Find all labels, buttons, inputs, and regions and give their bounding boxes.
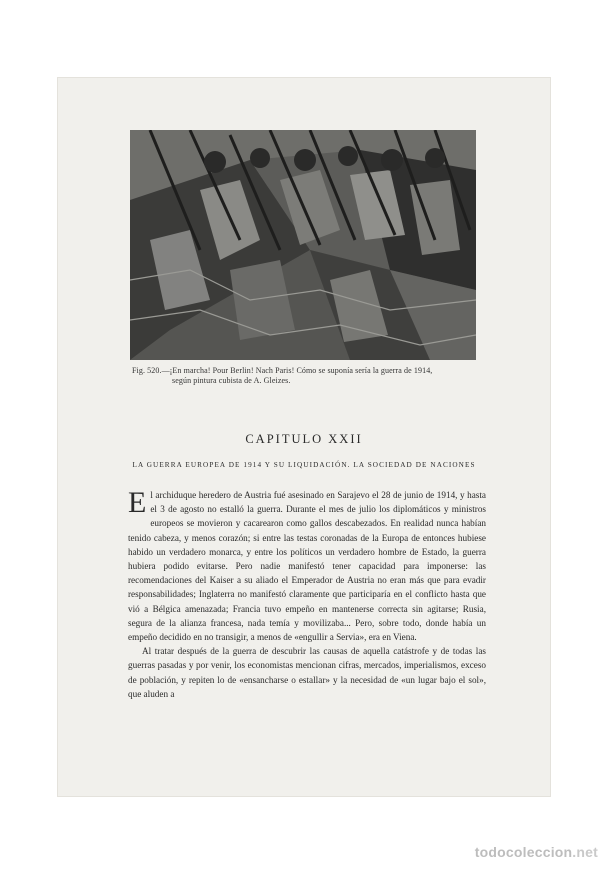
book-page xyxy=(58,78,550,796)
paragraph-1 xyxy=(128,488,486,644)
caption-line-1: Fig. 520.—¡En marcha! Pour Berlin! Nach Paris! Cómo se suponía sería la guerra de 1914, xyxy=(132,366,433,375)
painting-image xyxy=(130,130,476,360)
chapter-title: CAPITULO XXII xyxy=(245,432,363,446)
paragraph-2: Al tratar después de la guerra de descubrir las causas de aquella catástrofe y de todas las guerras pasadas y por venir, los economistas mencionan cifras, mercados, imperialismos, exceso de población, y repiten lo de «ensancharse o estallar» y la necesidad de «un lugar bajo el sol», que aluden a xyxy=(128,646,486,699)
paragraph-1-text: l archiduque heredero de Austria fué asesinado en Sarajevo el 28 de junio de 1914, y hasta el 3 de agosto no estalló la guerra. Durante el mes de julio los diplomáticos y ministros europeos se movieron y cacarearon como gallos descabezados. En realidad nunca habían tenido cabeza, y menos corazón; si entre las testas coronadas de la Europa de entonces hubiese habido un verdadero monarca, y entre los políticos un verdadero hombre de Estado, la guerra hubiera podido evitarse. Pero nadie manifestó tener capacidad para imponerse: las recomendaciones del Kaiser a su aliado el Emperador de Austria no eran más que para evadir responsabilidades; Inglaterra no manifestó claramente que participaría en el conflicto hasta que vió a Bélgica amenazada; Francia tuvo empeño en mantenerse correcta sin agitarse; Rusia, segura de la alianza francesa, nada temía y movilizaba... Pero, sobre todo, donde había un empeño decidido en no transigir, a menos de «engullir a Servia», era en Viena. xyxy=(128,490,486,643)
drop-cap: E xyxy=(128,486,147,519)
cubist-painting-figure xyxy=(130,130,476,360)
body-text xyxy=(128,488,486,701)
figure-caption xyxy=(132,366,480,386)
site-watermark xyxy=(475,844,598,860)
chapter-subtitle: LA GUERRA EUROPEA DE 1914 Y SU LIQUIDACIÓN. LA SOCIEDAD DE NACIONES xyxy=(132,461,476,469)
watermark-text: todocoleccion xyxy=(474,844,573,860)
watermark-suffix: .net xyxy=(572,844,598,860)
caption-line-2: según pintura cubista de A. Gleizes. xyxy=(172,376,291,385)
